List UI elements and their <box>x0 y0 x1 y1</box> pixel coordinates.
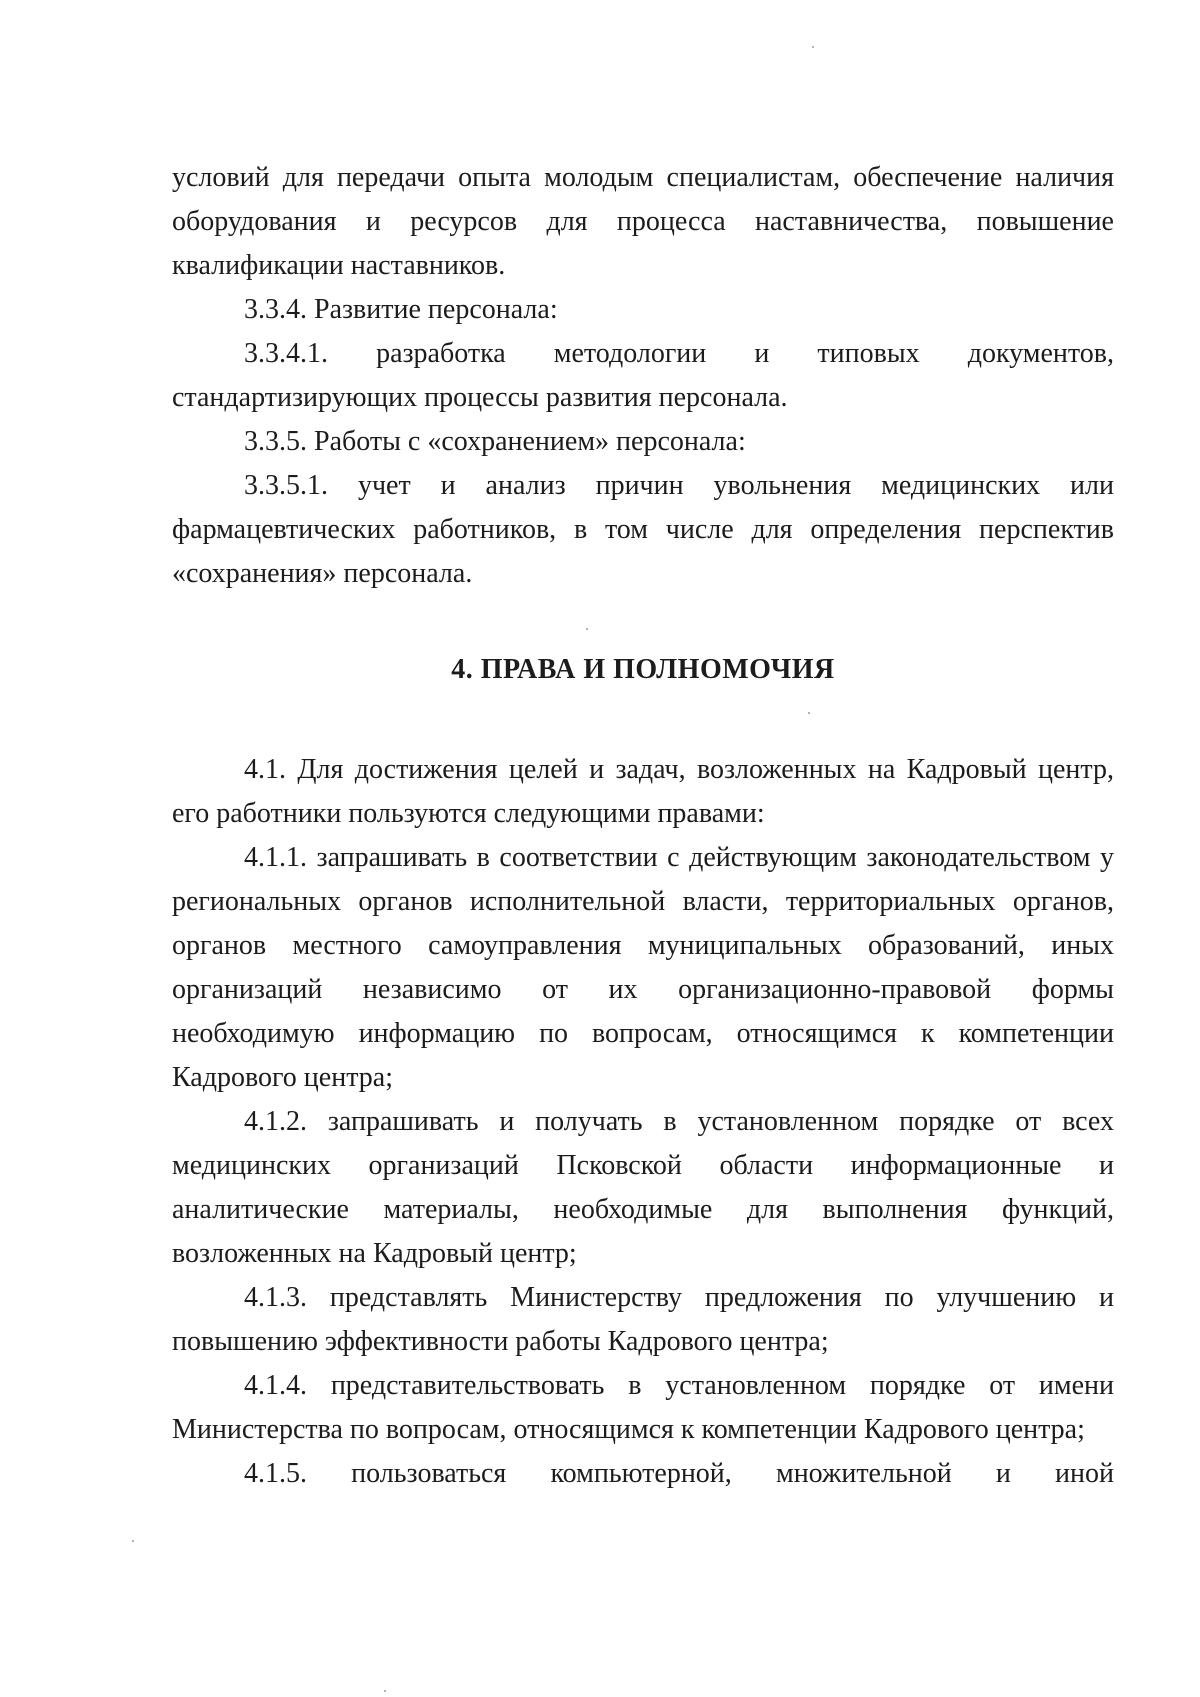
paragraph-4-1-5: 4.1.5. пользоваться компьютерной, множительной и иной <box>244 1458 1114 1489</box>
scan-speck <box>132 1540 134 1542</box>
paragraph-continuation: условий для передачи опыта молодым специалистам, обеспечение наличия оборудования и ресурсов для процесса наставничества, повышение квалификации наставников. <box>172 162 1114 281</box>
paragraph-4-1-3: 4.1.3. представлять Министерству предложения по улучшению и повышению эффективности работы Кадрового центра; <box>172 1282 1114 1357</box>
paragraph-3-3-5-1: 3.3.5.1. учет и анализ причин увольнения медицинских или фармацевтических работников, в том числе для определения перспектив «сохранения» персонала. <box>172 470 1114 589</box>
scan-speck <box>808 712 810 714</box>
paragraph-4-1-2: 4.1.2. запрашивать и получать в установленном порядке от всех медицинских организаций Псковской области информационные и аналитические материалы, необходимые для выполнения функций, возложенных на Кадровый центр; <box>172 1106 1114 1269</box>
paragraph-4-1-4: 4.1.4. представительствовать в установленном порядке от имени Министерства по вопросам, относящимся к компетенции Кадрового центра; <box>172 1370 1114 1445</box>
paragraph-3-3-5: 3.3.5. Работы с «сохранением» персонала: <box>244 426 746 457</box>
scan-speck <box>812 46 814 48</box>
paragraph-4-1-1: 4.1.1. запрашивать в соответствии с действующим законодательством у региональных органов исполнительной власти, территориальных органов, органов местного самоуправления муниципальных образований, иных организаций независимо от их организационно-правовой формы необходимую информацию по вопросам, относящимся к компетенции Кадрового центра; <box>172 842 1114 1093</box>
paragraph-4-1: 4.1. Для достижения целей и задач, возложенных на Кадровый центр, его работники пользуются следующими правами: <box>172 754 1114 829</box>
scan-speck <box>384 1690 386 1692</box>
section-heading: 4. ПРАВА И ПОЛНОМОЧИЯ <box>451 654 835 685</box>
scan-speck <box>586 628 588 630</box>
paragraph-3-3-4-1: 3.3.4.1. разработка методологии и типовых документов, стандартизирующих процессы развития персонала. <box>172 338 1114 413</box>
paragraph-3-3-4: 3.3.4. Развитие персонала: <box>244 294 558 325</box>
